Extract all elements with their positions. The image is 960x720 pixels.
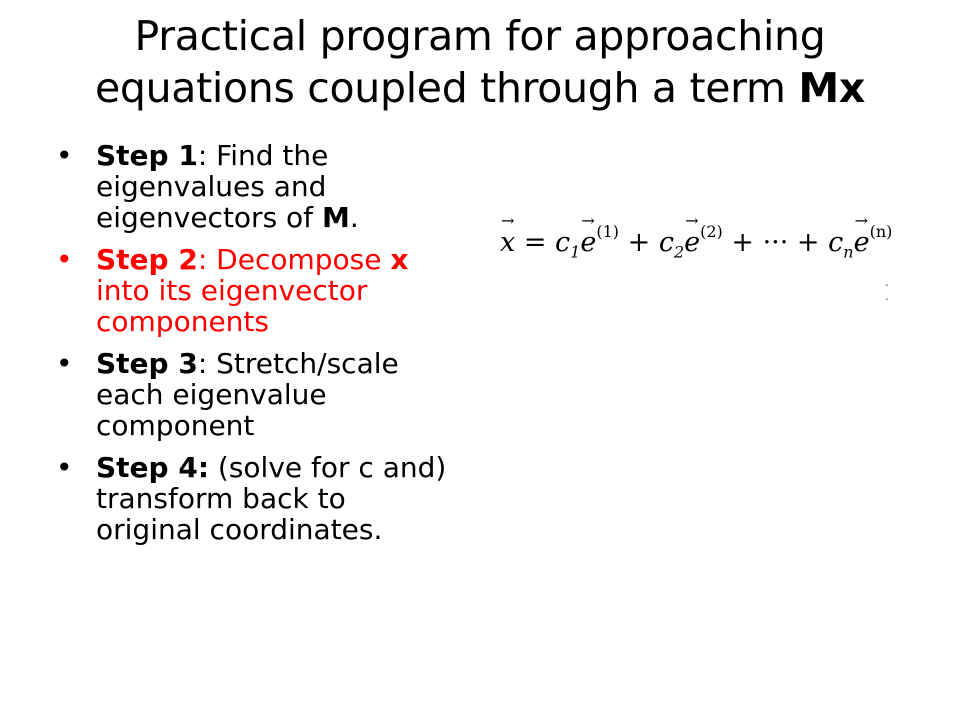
bullet-step-2 (56, 244, 456, 337)
step-2-text: : Decompose (197, 243, 391, 276)
bullet-dot: • (56, 347, 73, 380)
equation-lhs: → x (500, 227, 515, 258)
slide-title (40, 10, 920, 114)
equation-e2-sup: (2) (700, 222, 723, 241)
title-line-2-text: equations coupled through a term (94, 64, 799, 112)
step-1-matrix: M (321, 201, 350, 234)
step-1-text: : Find the eigenvalues and eigenvectors of (96, 139, 329, 234)
equation-c1: c (555, 227, 571, 258)
step-2-label: Step 2 (96, 243, 198, 276)
bullet-step-1 (56, 140, 456, 233)
equation-cn-sub: n (843, 242, 854, 262)
step-2-tail: into its eigenvector components (96, 274, 368, 338)
steps-list (56, 140, 456, 556)
artifact-dots: . . (885, 275, 911, 303)
bullet-dot: • (56, 139, 73, 172)
equation-equals: = (523, 227, 547, 258)
title-term-mx: Mx (798, 64, 866, 112)
equation-e1-sup: (1) (596, 222, 620, 241)
step-4-label: Step 4: (96, 451, 210, 484)
bullet-step-4 (56, 452, 456, 545)
bullet-step-3 (56, 348, 456, 441)
equation-c1-sub: 1 (570, 242, 581, 262)
bullet-dot: • (56, 243, 73, 276)
equation-c2: c (658, 227, 674, 258)
step-3-label: Step 3 (96, 347, 198, 380)
equation-e2: → e (684, 227, 700, 258)
equation-e1: → e (580, 227, 596, 258)
equation-en-sup: (n) (869, 222, 893, 241)
equation-c2-sub: 2 (673, 242, 685, 262)
title-line-2 (40, 62, 920, 114)
step-3-text: : Stretch/scale each eigenvalue component (96, 347, 399, 442)
step-4-text: (solve for c and) transform back to original coordinates. (96, 451, 447, 546)
step-1-tail: . (349, 201, 359, 234)
equation-ellipsis: + ··· + (731, 227, 820, 258)
eigen-decomposition-equation (500, 222, 893, 262)
step-2-vector: x (390, 243, 409, 276)
step-1-label: Step 1 (96, 139, 198, 172)
equation-en: → e (854, 227, 870, 258)
equation-cn: c (828, 227, 844, 258)
equation-plus: + (627, 227, 651, 258)
bullet-dot: • (56, 451, 73, 484)
title-line-1: Practical program for approaching (134, 12, 826, 60)
